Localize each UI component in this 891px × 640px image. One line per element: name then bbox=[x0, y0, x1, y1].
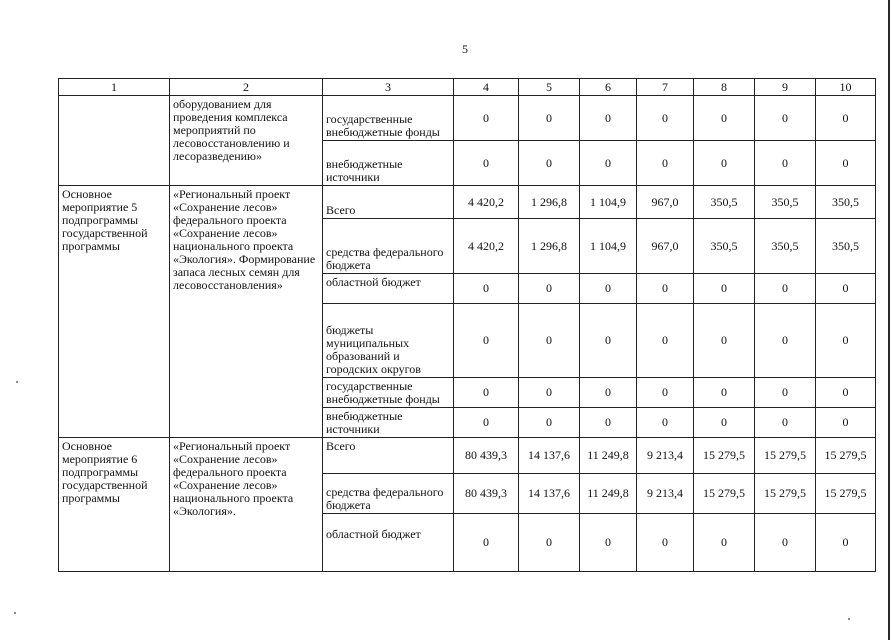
header-cell: 10 bbox=[816, 79, 876, 96]
funding-source: средства федерального бюджета bbox=[323, 474, 454, 514]
value-cell: 0 bbox=[755, 378, 816, 408]
value-cell: 80 439,3 bbox=[454, 474, 519, 514]
funding-source: областной бюджет bbox=[323, 274, 454, 304]
value-cell: 14 137,6 bbox=[519, 438, 580, 474]
value-cell: 0 bbox=[816, 304, 876, 378]
value-cell: 0 bbox=[580, 514, 637, 572]
value-cell: 0 bbox=[694, 408, 755, 438]
value-cell: 0 bbox=[454, 274, 519, 304]
funding-source: областной бюджет bbox=[323, 514, 454, 572]
value-cell: 15 279,5 bbox=[755, 438, 816, 474]
value-cell: 0 bbox=[637, 408, 694, 438]
value-cell: 0 bbox=[755, 96, 816, 141]
scan-speck bbox=[14, 612, 16, 614]
value-cell: 0 bbox=[816, 378, 876, 408]
value-cell: 0 bbox=[580, 408, 637, 438]
value-cell: 0 bbox=[755, 274, 816, 304]
value-cell: 1 104,9 bbox=[580, 219, 637, 274]
header-cell: 2 bbox=[170, 79, 323, 96]
value-cell: 0 bbox=[637, 274, 694, 304]
header-cell: 1 bbox=[59, 79, 170, 96]
value-cell: 15 279,5 bbox=[755, 474, 816, 514]
value-cell: 0 bbox=[580, 274, 637, 304]
value-cell: 0 bbox=[519, 141, 580, 186]
activity-description: оборудованием для проведения комплекса мероприятий по лесовосстановлению и лесоразведению» bbox=[170, 96, 323, 186]
value-cell: 4 420,2 bbox=[454, 186, 519, 219]
value-cell: 14 137,6 bbox=[519, 474, 580, 514]
value-cell: 0 bbox=[755, 408, 816, 438]
value-cell: 0 bbox=[816, 96, 876, 141]
value-cell: 0 bbox=[519, 96, 580, 141]
value-cell: 0 bbox=[694, 304, 755, 378]
value-cell: 967,0 bbox=[637, 219, 694, 274]
header-cell: 8 bbox=[694, 79, 755, 96]
value-cell: 80 439,3 bbox=[454, 438, 519, 474]
value-cell: 4 420,2 bbox=[454, 219, 519, 274]
value-cell: 0 bbox=[580, 304, 637, 378]
value-cell: 350,5 bbox=[694, 186, 755, 219]
activity-description: «Региональный проект «Сохранение лесов» федерального проекта «Сохранение лесов» национального проекта «Экология». Формирование запаса лесных семян для лесовосстановления» bbox=[170, 186, 323, 438]
header-cell: 3 bbox=[323, 79, 454, 96]
value-cell: 0 bbox=[519, 514, 580, 572]
funding-source: средства федерального бюджета bbox=[323, 219, 454, 274]
funding-source: государственные внебюджетные фонды bbox=[323, 378, 454, 408]
funding-source: государственные внебюджетные фонды bbox=[323, 96, 454, 141]
table-row bbox=[59, 438, 876, 474]
table-row bbox=[59, 96, 876, 141]
value-cell: 15 279,5 bbox=[694, 474, 755, 514]
value-cell: 0 bbox=[519, 304, 580, 378]
table-row bbox=[59, 186, 876, 219]
value-cell: 0 bbox=[454, 304, 519, 378]
header-cell: 9 bbox=[755, 79, 816, 96]
value-cell: 0 bbox=[637, 96, 694, 141]
value-cell: 350,5 bbox=[816, 219, 876, 274]
header-cell: 7 bbox=[637, 79, 694, 96]
value-cell: 0 bbox=[816, 274, 876, 304]
activity-title: Основное мероприятие 5 подпрограммы государственной программы bbox=[59, 186, 170, 438]
funding-source: внебюджетные источники bbox=[323, 408, 454, 438]
value-cell: 0 bbox=[755, 304, 816, 378]
value-cell: 0 bbox=[519, 378, 580, 408]
value-cell: 0 bbox=[755, 514, 816, 572]
funding-source: Всего bbox=[323, 438, 454, 474]
value-cell: 1 296,8 bbox=[519, 219, 580, 274]
value-cell: 0 bbox=[694, 378, 755, 408]
value-cell: 0 bbox=[454, 514, 519, 572]
value-cell: 0 bbox=[694, 96, 755, 141]
value-cell: 350,5 bbox=[755, 186, 816, 219]
value-cell: 15 279,5 bbox=[816, 474, 876, 514]
page-number: 5 bbox=[462, 42, 468, 56]
value-cell: 0 bbox=[816, 408, 876, 438]
value-cell: 11 249,8 bbox=[580, 438, 637, 474]
value-cell: 0 bbox=[694, 141, 755, 186]
header-cell: 5 bbox=[519, 79, 580, 96]
funding-source: бюджеты муниципальных образований и городских округов bbox=[323, 304, 454, 378]
funding-source: внебюджетные источники bbox=[323, 141, 454, 186]
value-cell: 15 279,5 bbox=[694, 438, 755, 474]
value-cell: 350,5 bbox=[755, 219, 816, 274]
scan-speck bbox=[848, 618, 850, 620]
value-cell: 15 279,5 bbox=[816, 438, 876, 474]
value-cell: 0 bbox=[454, 378, 519, 408]
activity-cell bbox=[59, 96, 170, 186]
value-cell: 0 bbox=[454, 96, 519, 141]
value-cell: 0 bbox=[454, 141, 519, 186]
value-cell: 0 bbox=[816, 141, 876, 186]
value-cell: 1 104,9 bbox=[580, 186, 637, 219]
header-row bbox=[59, 79, 876, 96]
value-cell: 350,5 bbox=[816, 186, 876, 219]
funding-source: Всего bbox=[323, 186, 454, 219]
value-cell: 0 bbox=[694, 274, 755, 304]
value-cell: 0 bbox=[637, 141, 694, 186]
value-cell: 9 213,4 bbox=[637, 474, 694, 514]
value-cell: 0 bbox=[755, 141, 816, 186]
scan-speck bbox=[16, 381, 18, 383]
value-cell: 967,0 bbox=[637, 186, 694, 219]
budget-table bbox=[58, 78, 876, 572]
value-cell: 0 bbox=[637, 378, 694, 408]
value-cell: 350,5 bbox=[694, 219, 755, 274]
activity-description: «Региональный проект «Сохранение лесов» федерального проекта «Сохранение лесов» национального проекта «Экология». bbox=[170, 438, 323, 572]
value-cell: 0 bbox=[519, 274, 580, 304]
value-cell: 0 bbox=[637, 514, 694, 572]
header-cell: 4 bbox=[454, 79, 519, 96]
value-cell: 0 bbox=[580, 378, 637, 408]
value-cell: 9 213,4 bbox=[637, 438, 694, 474]
value-cell: 1 296,8 bbox=[519, 186, 580, 219]
value-cell: 0 bbox=[580, 141, 637, 186]
value-cell: 11 249,8 bbox=[580, 474, 637, 514]
activity-title: Основное мероприятие 6 подпрограммы государственной программы bbox=[59, 438, 170, 572]
value-cell: 0 bbox=[580, 96, 637, 141]
value-cell: 0 bbox=[637, 304, 694, 378]
header-cell: 6 bbox=[580, 79, 637, 96]
value-cell: 0 bbox=[816, 514, 876, 572]
page-edge-shadow bbox=[888, 0, 890, 640]
value-cell: 0 bbox=[519, 408, 580, 438]
value-cell: 0 bbox=[454, 408, 519, 438]
value-cell: 0 bbox=[694, 514, 755, 572]
